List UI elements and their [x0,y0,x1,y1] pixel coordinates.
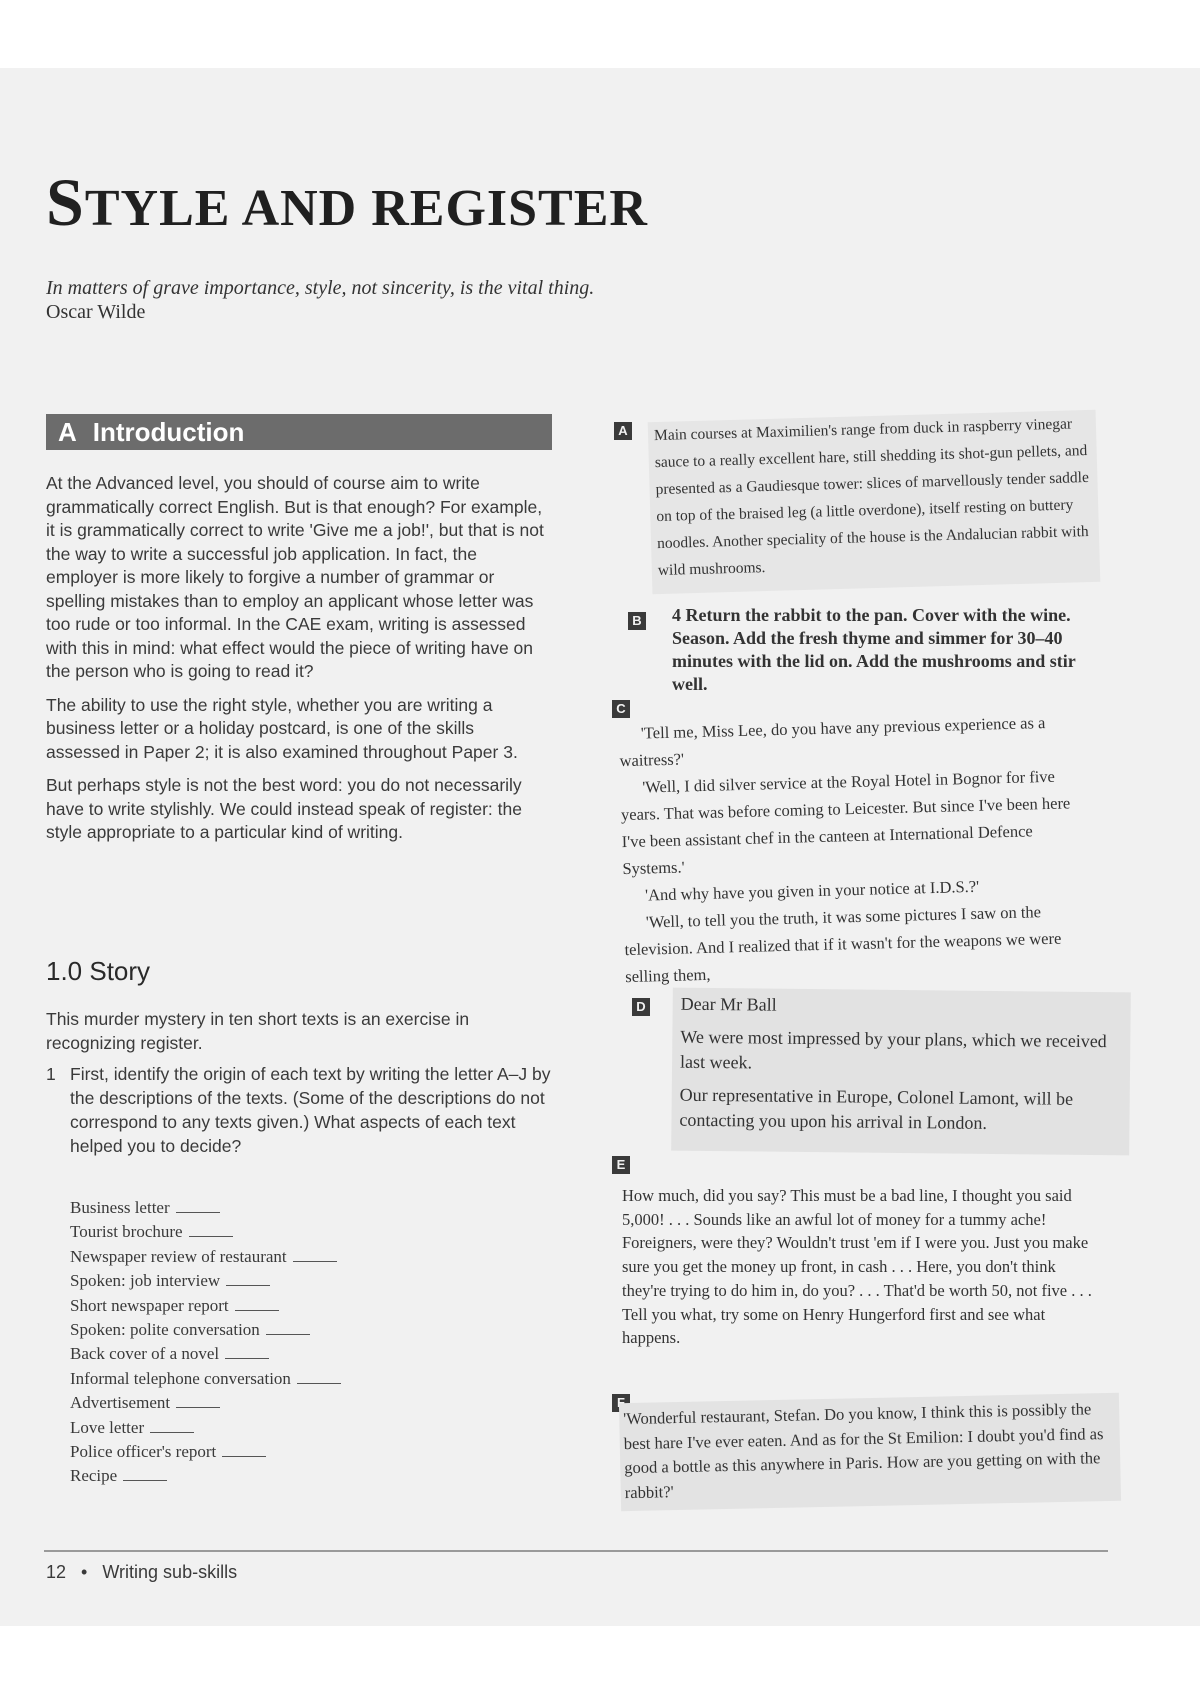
text-d-salutation: Dear Mr Ball [680,993,777,1015]
option-item: Spoken: polite conversation [70,1318,450,1342]
text-b-recipe [666,604,1102,696]
answer-blank[interactable] [266,1320,310,1335]
option-item: Short newspaper report [70,1294,450,1318]
answer-blank[interactable] [176,1198,220,1213]
answer-blank[interactable] [123,1466,167,1481]
intro-paragraph-2: The ability to use the right style, whether you are writing a business letter or a holiday postcard, is one of the skills assessed in Paper 2; it is also examined throughout Paper 3. [46,694,518,762]
story-heading: 1.0 Story [46,956,151,986]
answer-blank[interactable] [235,1296,279,1311]
intro-paragraph-1: At the Advanced level, you should of course aim to write grammatically correct English. But is that enough? For example, it is grammatically correct to write 'Give me a job!', but that is not the way to write a successful job application. In fact, the employer is more likely to forgive a number of grammar or spelling mistakes than to employ an applicant whose letter was too rude or too informal. In the CAE exam, writing is assessed with this in mind: what effect would the piece of writing have on the person who is going to read it? [46,473,544,681]
answer-blank[interactable] [176,1393,220,1408]
answer-blank[interactable] [297,1369,341,1384]
option-item: Love letter [70,1416,450,1440]
text-c-line: 'Well, I did silver service at the Royal Hotel in Bognor for five years. That was before coming to Leicester. But since I've been here I've been assistant chef in the canteen at International Defence Systems.' [620,766,1071,879]
task-1 [46,1062,552,1158]
text-label-b: B [628,612,646,630]
text-e-phone-call [622,1184,1098,1350]
text-a-restaurant-review [648,410,1101,594]
text-f-conversation [619,1393,1121,1511]
epigraph-quote: In matters of grave importance, style, not sincerity, is the vital thing. [46,277,595,299]
text-label-c: C [612,700,630,718]
task-number: 1 [46,1064,56,1084]
footer-bullet: • [81,1562,88,1582]
text-label-e: E [612,1156,630,1174]
option-item: Advertisement [70,1391,450,1415]
section-title: Introduction [92,417,245,447]
text-label-d: D [632,998,650,1016]
page-number: 12 [46,1562,67,1582]
text-d-business-letter [671,988,1131,1156]
epigraph [46,276,594,324]
text-type-options [70,1196,450,1489]
page-title [46,164,648,240]
option-item: Tourist brochure [70,1220,450,1244]
text-label-a: A [614,422,632,440]
answer-blank[interactable] [293,1247,337,1262]
story-intro-text: This murder mystery in ten short texts is an exercise in recognizing register. [46,1009,470,1053]
text-e-body: How much, did you say? This must be a bad line, I thought you said 5,000! . . . Sounds like an awful lot of money for a tummy ache! Foreigners, were they? Wouldn't trust 'em if I were you. Just you make sure you get the money up front, in cash . . . Here, you don't think they're trying to do him in, do you? . . . That'd be worth 50, not five . . . Tell you what, try some on Henry Hungerford first and see what happens. [622,1186,1092,1348]
option-item: Business letter [70,1196,450,1220]
answer-blank[interactable] [189,1222,233,1237]
text-d-paragraph: We were most impressed by your plans, which we received last week. [679,1026,1107,1073]
introduction-text [46,472,552,855]
text-c-line: 'Tell me, Miss Lee, do you have any previous experience as a waitress?' [619,713,1046,771]
text-c-line: 'Well, to tell you the truth, it was some pictures I saw on the television. And I realized that if it wasn't for the weapons we were selling them, [624,902,1062,987]
option-item: Informal telephone conversation [70,1367,450,1391]
task-text: First, identify the origin of each text by writing the letter A–J by the descriptions of the texts. (Some of the descriptions do not correspond to any texts given.) What aspects of each text helped you to decide? [70,1064,551,1156]
answer-blank[interactable] [226,1271,270,1286]
page-footer [46,1562,237,1583]
title-rest: TYLE AND REGISTER [84,180,648,237]
text-c-line: 'And why have you given in your notice at I.D.S.?' [644,876,980,905]
option-item: Newspaper review of restaurant [70,1245,450,1269]
epigraph-author: Oscar Wilde [46,301,146,323]
option-item: Recipe [70,1464,450,1488]
option-item: Police officer's report [70,1440,450,1464]
text-b-body: 4 Return the rabbit to the pan. Cover with the wine. Season. Add the fresh thyme and simmer for 30–40 minutes with the lid on. Add the mushrooms and stir well. [672,605,1076,694]
text-c-interview [619,708,1094,990]
intro-paragraph-3: But perhaps style is not the best word: you do not necessarily have to write stylishly. We could instead speak of register: the style appropriate to a particular kind of writing. [46,775,522,842]
story-intro [46,1008,552,1063]
text-d-paragraph: Our representative in Europe, Colonel Lamont, will be contacting you upon his arrival in London. [679,1084,1074,1133]
textbook-page [0,68,1200,1626]
section-letter: A [58,417,77,447]
text-a-body: Main courses at Maximilien's range from duck in raspberry vinegar sauce to a really excellent hare, still shedding its shot-gun pellets, and presented as a Gaudiesque tower: slices of marvellously tender saddle on top of the braised leg (a little overdone), itself resting on buttery noodles. Another speciality of the house is the Andalucian rabbit with wild mushrooms. [653,415,1090,580]
option-item: Spoken: job interview [70,1269,450,1293]
answer-blank[interactable] [225,1344,269,1359]
option-item: Back cover of a novel [70,1342,450,1366]
text-f-body: 'Wonderful restaurant, Stefan. Do you know, I think this is possibly the best hare I've ever eaten. And as for the St Emilion: I doubt you'd find as good a bottle as this anywhere in Paris. How are you getting on with the rabbit?' [623,1399,1104,1502]
answer-blank[interactable] [222,1442,266,1457]
section-a-header [46,414,552,450]
answer-blank[interactable] [150,1418,194,1433]
footer-section: Writing sub-skills [102,1562,238,1582]
footer-divider [44,1550,1108,1552]
title-initial: S [46,164,85,240]
